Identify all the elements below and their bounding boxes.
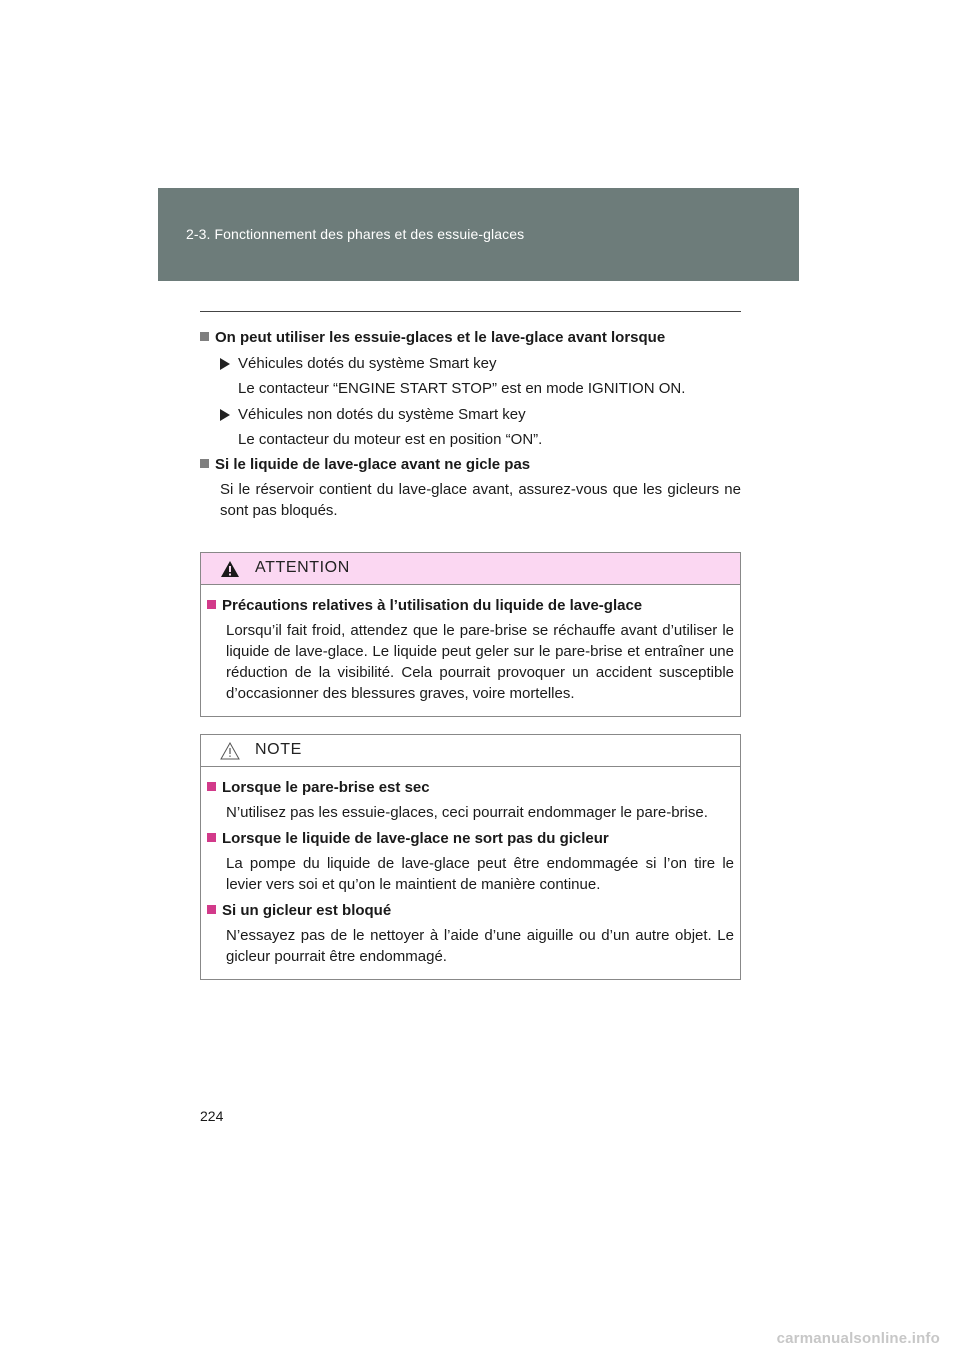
attention-header — [201, 553, 740, 585]
warning-icon — [220, 560, 240, 578]
note-heading: Lorsque le pare-brise est sec — [207, 777, 734, 798]
note-heading: Lorsque le liquide de lave-glace ne sort pas du gicleur — [207, 828, 734, 849]
attention-body — [201, 585, 740, 716]
square-bullet-icon — [200, 459, 209, 468]
section-title: 2-3. Fonctionnement des phares et des essuie-glaces — [186, 226, 525, 242]
note-header — [201, 735, 740, 767]
main-content — [200, 327, 741, 521]
attention-label: ATTENTION — [255, 559, 350, 576]
attention-box — [200, 552, 741, 717]
square-bullet-icon — [200, 332, 209, 341]
list-item — [200, 353, 741, 374]
note-paragraph: N’essayez pas de le nettoyer à l’aide d’une aiguille ou d’un autre objet. Le gicleur pourrait être endommagé. — [226, 927, 734, 965]
note-paragraph: N’utilisez pas les essuie-glaces, ceci pourrait endommager le pare-brise. — [226, 804, 708, 821]
caution-icon — [220, 742, 240, 760]
attention-heading: Précautions relatives à l’utilisation du liquide de lave-glace — [207, 595, 734, 616]
note-body — [201, 767, 740, 979]
section-header-band — [158, 188, 799, 281]
note-paragraph: La pompe du liquide de lave-glace peut être endommagée si l’on tire le levier vers soi et qu’on le maintient de manière continue. — [226, 855, 734, 893]
watermark: carmanualsonline.info — [776, 1330, 940, 1347]
list-item — [200, 404, 741, 425]
paragraph: Si le réservoir contient du lave-glace avant, assurez-vous que les gicleurs ne sont pas bloqués. — [220, 481, 741, 519]
note-heading: Si un gicleur est bloqué — [207, 900, 734, 921]
divider — [200, 311, 741, 312]
square-bullet-icon — [207, 905, 216, 914]
list-item-label: Véhicules non dotés du système Smart key — [238, 406, 526, 423]
square-bullet-icon — [207, 600, 216, 609]
list-item-label: Véhicules dotés du système Smart key — [238, 355, 497, 372]
list-item-text: Le contacteur “ENGINE START STOP” est en mode IGNITION ON. — [238, 380, 686, 397]
note-box — [200, 734, 741, 980]
list-item-text: Le contacteur du moteur est en position “ON”. — [238, 431, 543, 448]
section-heading: Si le liquide de lave-glace avant ne gicle pas — [200, 454, 741, 475]
attention-paragraph: Lorsqu’il fait froid, attendez que le pare-brise se réchauffe avant d’utiliser le liquide de lave-glace. Le liquide peut geler sur le pare-brise et entraîner une réduction de la visibilité. Cela pourrait provoquer un accident susceptible d’occasionner des blessures graves, voire mortelles. — [226, 622, 734, 702]
note-label: NOTE — [255, 741, 302, 758]
triangle-bullet-icon — [220, 358, 230, 370]
page-number: 224 — [200, 1108, 224, 1124]
section-heading: On peut utiliser les essuie-glaces et le lave-glace avant lorsque — [200, 327, 741, 348]
triangle-bullet-icon — [220, 409, 230, 421]
square-bullet-icon — [207, 833, 216, 842]
square-bullet-icon — [207, 782, 216, 791]
